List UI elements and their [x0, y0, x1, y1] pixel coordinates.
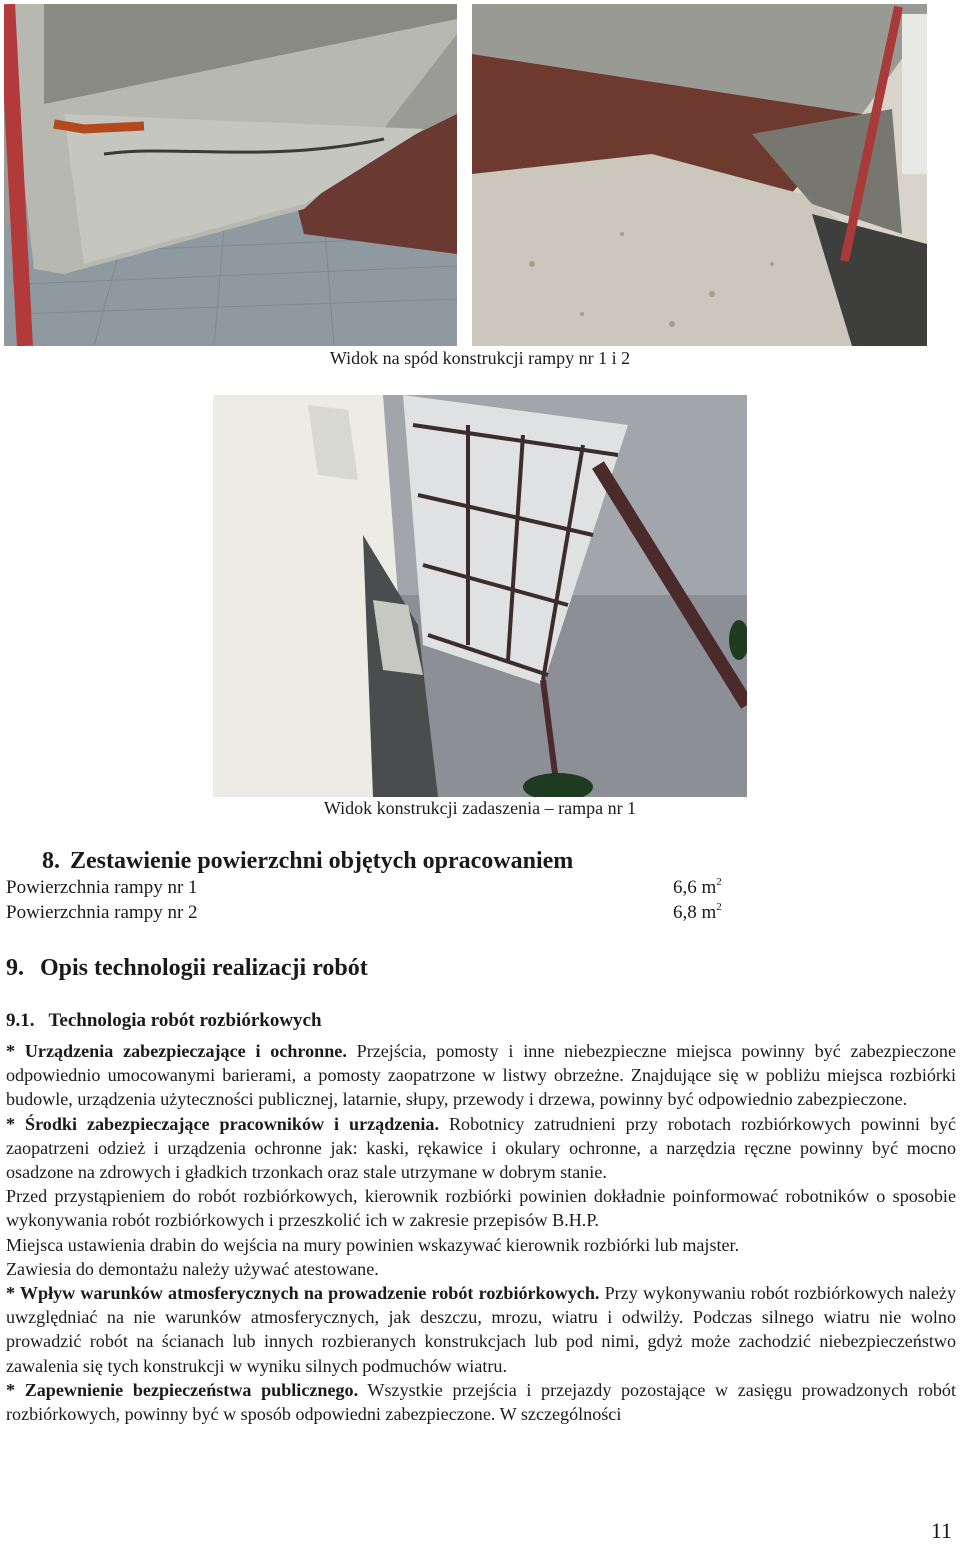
paragraph-safety-devices: * Urządzenia zabezpieczające i ochronne. Przejścia, pomosty i inne niebezpieczne miejsca powinny być zabezpieczone odpowiednio umocowanymi barierami, a pomosty zaopatrzone w listwy obrzeżne. Znajdujące się w pobliżu miejsca rozbiórki budowle, urządzenia użyteczności publicznej, latarnie, słupy, przewody i drzewa, powinny być odpowiednio zabezpieczone. — [6, 1041, 956, 1110]
section-9-1-heading — [6, 1010, 322, 1032]
area-exponent: 2 — [716, 901, 722, 913]
page-number: 11 — [930, 1518, 952, 1543]
area-row-ramp-1 — [6, 877, 726, 899]
photo-ramp-1-underside — [4, 4, 457, 346]
area-label: Powierzchnia rampy nr 1 — [6, 877, 198, 898]
area-label: Powierzchnia rampy nr 2 — [6, 902, 198, 923]
area-value: 6,8 $m^2$ — [673, 901, 722, 923]
section-8-heading — [42, 848, 573, 875]
caption-ramps-underside: Widok na spód konstrukcji rampy nr 1 i 2 — [329, 348, 631, 368]
section-9-1-title: Technologia robót rozbiórkowych — [48, 1010, 322, 1031]
section-9-number: 9. — [6, 955, 24, 981]
paragraph-public-safety: * Zapewnienie bezpieczeństwa publicznego. Wszystkie przejścia i przejazdy pozostające w zasięgu prowadzonych robót rozbiórkowych, powinny być w sposób odpowiedni zabezpieczone. W szczególności — [6, 1379, 957, 1425]
photo-ramp-2-underside — [472, 4, 927, 346]
section-8-title: Zestawienie powierzchni objętych opracowaniem — [70, 848, 574, 874]
section-9-heading — [6, 955, 368, 982]
area-row-ramp-2 — [6, 902, 726, 924]
area-value: 6,6 $m^2$ — [673, 876, 722, 898]
paragraph-training: Przed przystąpieniem do robót rozbiórkowych, kierownik rozbiórki powinien dokładnie poinformować robotników o sposobie wykonywania robót rozbiórkowych i przeszkolić ich w zakresie przepisów B.H.P. — [6, 1186, 956, 1231]
paragraph-slings: Zawiesia do demontażu należy używać atestowane. — [6, 1258, 379, 1279]
paragraph-ladders: Miejsca ustawienia drabin do wejścia na mury powinien wskazywać kierownik rozbiórki lub majster. — [6, 1234, 740, 1255]
body-text — [6, 1039, 956, 1426]
section-8-number: 8. — [42, 848, 60, 874]
section-9-1-number: 9.1. — [6, 1010, 35, 1031]
paragraph-worker-protection: * Środki zabezpieczające pracowników i urządzenia. Robotnicy zatrudnieni przy robotach rozbiórkowych powinni być zaopatrzeni odzież i urządzenia ochronne jak: kaski, rękawice i okulary ochronne, a narzędzia ręczne powinny być mocno osadzone na zdrowych i gładkich trzonkach oraz stale utrzymane w dobrym stanie. — [6, 1113, 956, 1183]
section-9-title: Opis technologii realizacji robót — [40, 955, 368, 981]
caption-canopy: Widok konstrukcji zadaszenia – rampa nr 1 — [323, 798, 637, 818]
photo-canopy-structure — [213, 395, 747, 797]
area-exponent: 2 — [716, 876, 722, 888]
paragraph-weather: * Wpływ warunków atmosferycznych na prowadzenie robót rozbiórkowych. Przy wykonywaniu robót rozbiórkowych należy uwzględniać na nie warunków atmosferycznych, jak deszczu, mrozu, wiatru i odwilży. Podczas silnego wiatru nie wolno prowadzić robót na ścianach lub innych rozbieranych konstrukcjach lub pod nimi, gdyż może zachodzić niebezpieczeństwo zawalenia się tych konstrukcji w wyniku silnych podmuchów wiatru. — [6, 1283, 956, 1376]
